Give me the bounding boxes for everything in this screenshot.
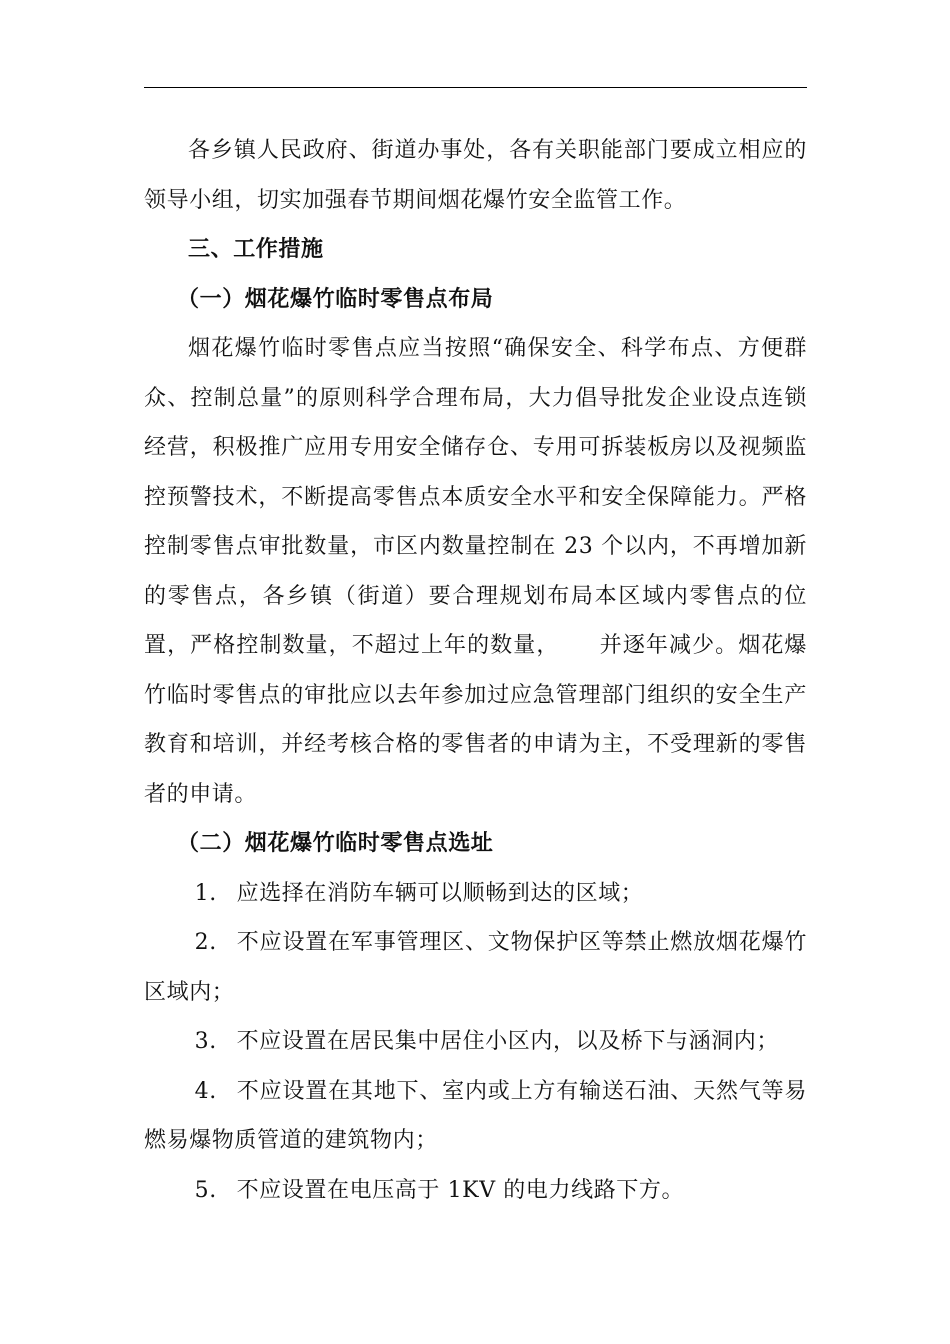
list-text: 不应设置在其地下、室内或上方有输送石油、天然气等易燃易爆物质管道的建筑物内； [144, 1078, 807, 1153]
list-text: 不应设置在军事管理区、文物保护区等禁止燃放烟花爆竹区域内； [144, 930, 807, 1005]
list-item [144, 1017, 807, 1067]
section-heading-measures: 三、工作措施 [188, 237, 324, 262]
subsection-heading-site-selection: （二）烟花爆竹临时零售点选址 [177, 831, 494, 856]
list-item [144, 869, 807, 919]
list-text: 不应设置在居民集中居住小区内，以及桥下与涵洞内； [236, 1029, 779, 1054]
document-body [144, 126, 807, 1215]
header-rule [144, 87, 807, 88]
list-number: 5. [194, 1177, 217, 1203]
paragraph-leadership: 各乡镇人民政府、街道办事处，各有关职能部门要成立相应的领导小组，切实加强春节期间烟花爆竹安全监管工作。 [144, 138, 807, 213]
list-number: 4. [194, 1078, 217, 1104]
list-number: 3. [194, 1029, 217, 1054]
list-number: 1. [194, 880, 217, 906]
list-text: 应选择在消防车辆可以顺畅到达的区域； [236, 880, 644, 906]
list-item [144, 1166, 807, 1216]
list-number: 2. [194, 930, 217, 955]
list-item [144, 918, 807, 1017]
list-item [144, 1067, 807, 1166]
paragraph-layout: 烟花爆竹临时零售点应当按照“确保安全、科学布点、方便群众、控制总量”的原则科学合理布局，大力倡导批发企业设点连锁经营，积极推广应用专用安全储存仓、专用可拆装板房以及视频监控预警技术，不断提高零售点本质安全水平和安全保障能力。严格控制零售点审批数量，市区内数量控制在 23 个以内，不再增加新的零售点，各乡镇（街道）要合理规划布局本区域内零售点的位置，严格控制数量，不超过上年的数量， 并逐年减少。烟花爆竹临时零售点的审批应以去年参加过应急管理部门组织的安全生产教育和培训，并经考核合格的零售者的申请为主，不受理新的零售者的申请。 [144, 336, 807, 807]
subsection-heading-layout: （一）烟花爆竹临时零售点布局 [177, 286, 494, 312]
list-text: 不应设置在电压高于 1KV 的电力线路下方。 [236, 1177, 685, 1203]
